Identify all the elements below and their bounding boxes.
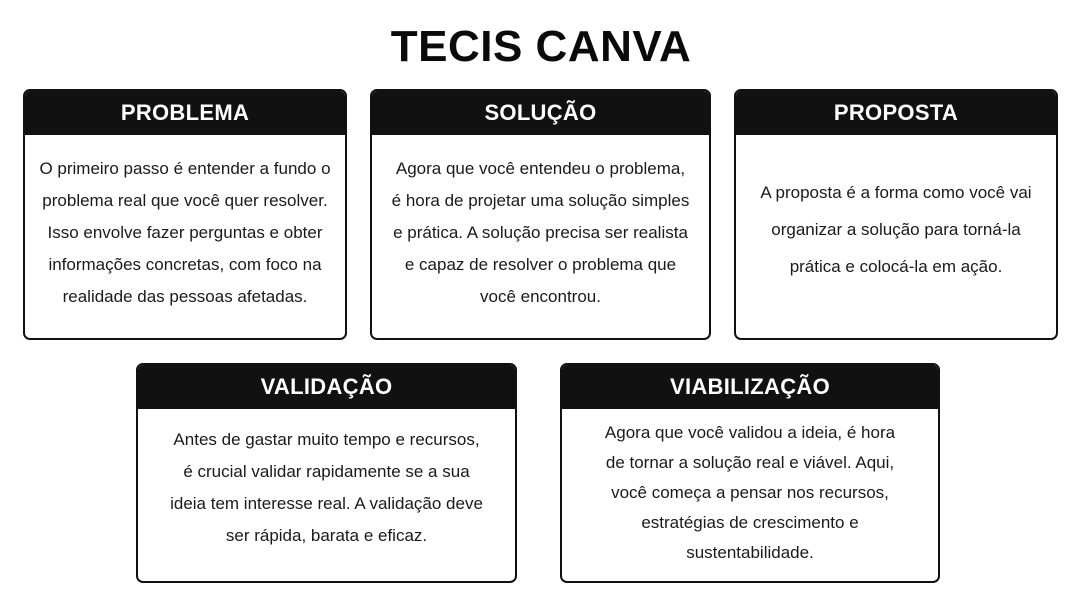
card-text [562,409,938,581]
card-text-line: Antes de gastar muito tempo e recursos, [173,430,480,449]
card-text-line: de tornar a solução real e viável. Aqui, [605,453,895,472]
page-title: TECIS CANVA [390,22,692,71]
card-text-line: Isso envolve fazer perguntas e obter [47,222,323,242]
card-solucao [370,89,711,340]
card-text-line: realidade das pessoas afetadas. [62,286,308,306]
card-heading: SOLUÇÃO [372,91,709,135]
card-viabilizacao [560,363,940,583]
card-text-line: e prática. A solução precisa ser realista [393,222,688,242]
card-problema [23,89,347,340]
card-text-line: sustentabilidade. [686,543,814,562]
card-text-line: organizar a solução para torná-la [771,220,1021,239]
card-text-line: informações concretas, com foco na [48,254,322,274]
card-text [372,135,709,338]
card-proposta [734,89,1058,340]
card-text-line: estratégias de crescimento e [641,513,859,532]
card-text-line: Agora que você entendeu o problema, [395,158,686,178]
card-validacao [136,363,517,583]
card-text-line: ser rápida, barata e eficaz. [225,526,428,545]
card-text-line: e capaz de resolver o problema que [404,254,677,274]
card-heading: PROPOSTA [736,91,1056,135]
card-text-line: ideia tem interesse real. A validação deve [170,494,483,513]
card-heading: VALIDAÇÃO [138,365,515,409]
card-text-line: é crucial validar rapidamente se a sua [183,462,470,481]
card-text [25,135,345,338]
card-text-line: prática e colocá-la em ação. [789,257,1003,276]
card-text-line: O primeiro passo é entender a fundo o [39,158,331,178]
card-heading: VIABILIZAÇÃO [562,365,938,409]
card-text-line: é hora de projetar uma solução simples [391,190,690,210]
card-text [138,409,515,581]
card-text-line: A proposta é a forma como você vai [760,183,1032,202]
card-text-line: você encontrou. [480,286,601,306]
card-text-line: problema real que você quer resolver. [42,190,328,210]
card-heading: PROBLEMA [25,91,345,135]
card-text [736,135,1056,338]
card-text-line: você começa a pensar nos recursos, [611,483,889,502]
card-text-line: Agora que você validou a ideia, é hora [604,423,896,442]
